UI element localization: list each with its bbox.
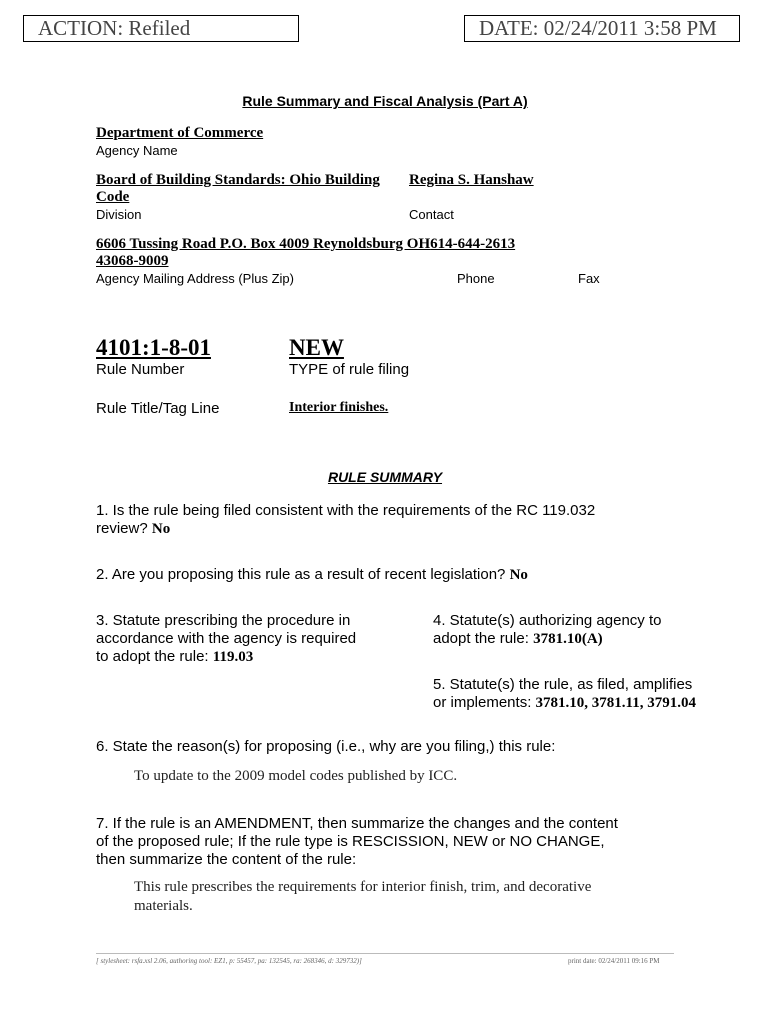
footer-right: print date: 02/24/2011 09:16 PM bbox=[568, 957, 660, 965]
question-7-answer: This rule prescribes the requirements for interior finish, trim, and decorative materials. bbox=[134, 879, 592, 914]
address-label: Agency Mailing Address (Plus Zip) bbox=[96, 271, 294, 286]
contact-label: Contact bbox=[409, 207, 454, 222]
rule-type-value: NEW bbox=[289, 335, 344, 360]
date-box bbox=[464, 15, 740, 42]
rule-title-value: Interior finishes. bbox=[289, 400, 389, 415]
date-text: DATE: 02/24/2011 3:58 PM bbox=[479, 16, 717, 40]
phone-value: 614-644-2613 bbox=[430, 236, 516, 252]
action-text: ACTION: Refiled bbox=[38, 16, 191, 40]
question-4: 4. Statute(s) authorizing agency to adopt the rule: 3781.10(A) bbox=[433, 612, 662, 647]
rule-number-value: 4101:1-8-01 bbox=[96, 335, 211, 360]
question-5-answer: 3781.10, 3781.11, 3791.04 bbox=[535, 695, 696, 711]
question-4-answer: 3781.10(A) bbox=[533, 631, 603, 647]
question-6-answer: To update to the 2009 model codes published by ICC. bbox=[134, 768, 458, 784]
agency-name-value: Department of Commerce bbox=[96, 125, 264, 141]
rule-type-label: TYPE of rule filing bbox=[289, 361, 410, 378]
footer-left: [ stylesheet: rsfa.xsl 2.06, authoring tool: EZ1, p: 55457, pa: 132545, ra: 268346, d: 329732)] bbox=[96, 957, 362, 965]
question-2: 2. Are you proposing this rule as a result of recent legislation? No bbox=[96, 566, 528, 583]
footer-divider bbox=[96, 953, 674, 954]
action-box bbox=[23, 15, 299, 42]
contact-value: Regina S. Hanshaw bbox=[409, 172, 534, 188]
agency-name-label: Agency Name bbox=[96, 143, 178, 158]
fax-label: Fax bbox=[578, 271, 600, 286]
question-1: 1. Is the rule being filed consistent with the requirements of the RC 119.032 review? No bbox=[96, 502, 596, 537]
address-value: 6606 Tussing Road P.O. Box 4009 Reynoldsburg OH614-644-2613 43068-9009 bbox=[96, 236, 516, 269]
question-7: 7. If the rule is an AMENDMENT, then summarize the changes and the content of the proposed rule; If the rule type is RESCISSION, NEW or NO CHANGE, then summarize the content of the rule: bbox=[96, 815, 618, 868]
question-5: 5. Statute(s) the rule, as filed, amplifies or implements: 3781.10, 3781.11, 3791.04 bbox=[433, 676, 696, 711]
question-3: 3. Statute prescribing the procedure in accordance with the agency is required to adopt the rule: 119.03 bbox=[96, 612, 357, 665]
question-1-answer: No bbox=[151, 521, 171, 537]
rule-number-label: Rule Number bbox=[96, 361, 185, 378]
page-title: Rule Summary and Fiscal Analysis (Part A) bbox=[242, 93, 528, 109]
question-2-answer: No bbox=[509, 567, 528, 583]
rule-title-label: Rule Title/Tag Line bbox=[96, 400, 220, 417]
rule-summary-heading: RULE SUMMARY bbox=[327, 469, 443, 485]
question-3-answer: 119.03 bbox=[212, 649, 254, 665]
division-label: Division bbox=[96, 207, 142, 222]
phone-label: Phone bbox=[457, 271, 495, 286]
question-6: 6. State the reason(s) for proposing (i.e., why are you filing,) this rule: bbox=[96, 738, 556, 755]
division-value: Board of Building Standards: Ohio Building Code bbox=[96, 172, 380, 205]
